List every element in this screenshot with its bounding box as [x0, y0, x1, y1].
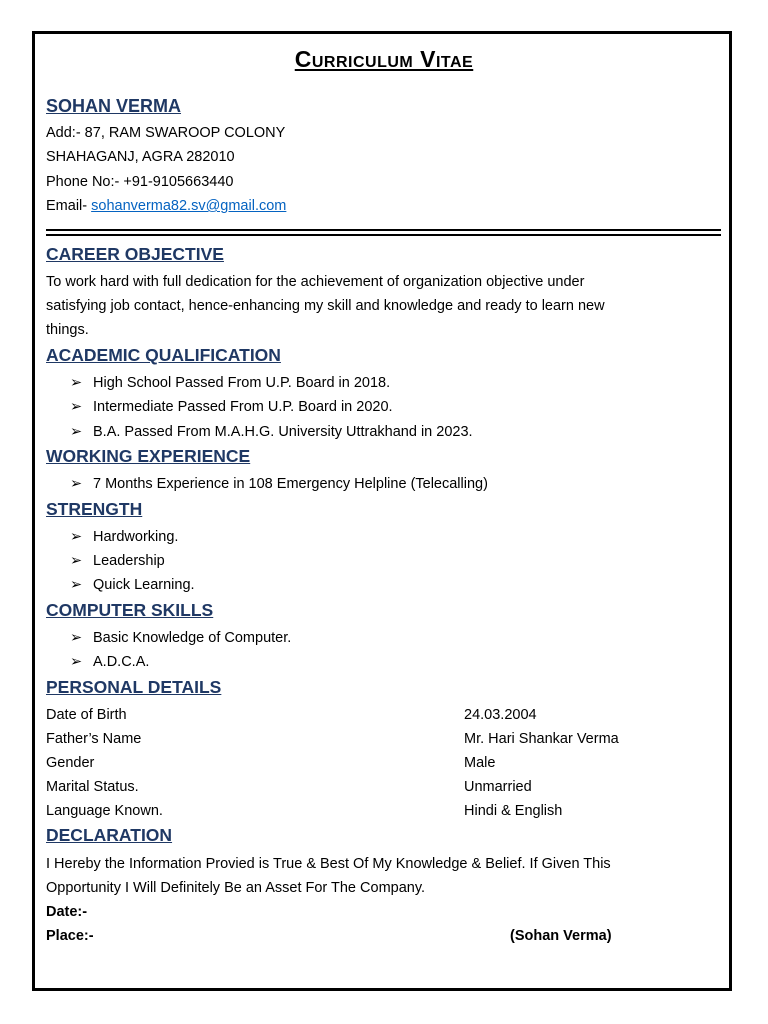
arrow-bullet-icon: ➢	[70, 553, 83, 569]
experience-heading: WORKING EXPERIENCE	[46, 446, 251, 466]
phone-number: Phone No:- +91-9105663440	[46, 174, 234, 190]
declaration-line: I Hereby the Information Provied is True & Best Of My Knowledge & Belief. If Given This	[46, 856, 611, 872]
list-item: ➢ High School Passed From U.P. Board in 2018.	[70, 371, 390, 395]
arrow-bullet-icon: ➢	[70, 577, 83, 593]
place-label: Place:-	[46, 928, 94, 944]
list-item: ➢ Basic Knowledge of Computer.	[70, 626, 291, 650]
career-objective-line: satisfying job contact, hence-enhancing my skill and knowledge and ready to learn new	[46, 298, 605, 314]
arrow-bullet-icon: ➢	[70, 529, 83, 545]
date-label: Date:-	[46, 904, 88, 920]
detail-label: Date of Birth	[46, 707, 127, 723]
list-item: ➢ A.D.C.A.	[70, 650, 149, 674]
list-item: ➢ Leadership	[70, 549, 165, 573]
arrow-bullet-icon: ➢	[70, 424, 83, 440]
signature-name: (Sohan Verma)	[510, 928, 612, 944]
list-item: ➢ Intermediate Passed From U.P. Board in 2020.	[70, 395, 393, 419]
arrow-bullet-icon: ➢	[70, 399, 83, 415]
arrow-bullet-icon: ➢	[70, 375, 83, 391]
email-label: Email-	[46, 198, 92, 214]
detail-value: 24.03.2004	[464, 707, 537, 723]
personal-details-heading: PERSONAL DETAILS	[46, 677, 222, 697]
divider-bottom	[46, 234, 721, 236]
address-line-2: SHAHAGANJ, AGRA 282010	[46, 149, 235, 165]
detail-value: Unmarried	[464, 779, 532, 795]
detail-value: Male	[464, 755, 496, 771]
arrow-bullet-icon: ➢	[70, 476, 83, 492]
detail-label: Gender	[46, 755, 95, 771]
list-item: ➢ B.A. Passed From M.A.H.G. University Uttrakhand in 2023.	[70, 420, 473, 444]
computer-skills-heading: COMPUTER SKILLS	[46, 600, 214, 620]
candidate-name: SOHAN VERMA	[46, 96, 182, 116]
detail-label: Language Known.	[46, 803, 163, 819]
document-title: Curriculum Vitae	[294, 46, 474, 72]
detail-value: Mr. Hari Shankar Verma	[464, 731, 619, 747]
arrow-bullet-icon: ➢	[70, 630, 83, 646]
declaration-line: Opportunity I Will Definitely Be an Asset For The Company.	[46, 880, 426, 896]
list-item: ➢ Quick Learning.	[70, 573, 195, 597]
address-line-1: Add:- 87, RAM SWAROOP COLONY	[46, 125, 286, 141]
divider-top	[46, 229, 721, 231]
list-item: ➢ Hardworking.	[70, 525, 178, 549]
arrow-bullet-icon: ➢	[70, 654, 83, 670]
strength-heading: STRENGTH	[46, 499, 143, 519]
email-link[interactable]: sohanverma82.sv@gmail.com	[91, 198, 287, 214]
career-objective-line: things.	[46, 322, 89, 338]
detail-label: Father’s Name	[46, 731, 142, 747]
academic-heading: ACADEMIC QUALIFICATION	[46, 345, 281, 365]
declaration-heading: DECLARATION	[46, 825, 173, 845]
detail-label: Marital Status.	[46, 779, 139, 795]
career-objective-heading: CAREER OBJECTIVE	[46, 244, 224, 264]
email-row	[46, 194, 286, 218]
detail-value: Hindi & English	[464, 803, 563, 819]
list-item: ➢ 7 Months Experience in 108 Emergency Helpline (Telecalling)	[70, 472, 488, 496]
career-objective-line: To work hard with full dedication for the achievement of organization objective under	[46, 274, 585, 290]
